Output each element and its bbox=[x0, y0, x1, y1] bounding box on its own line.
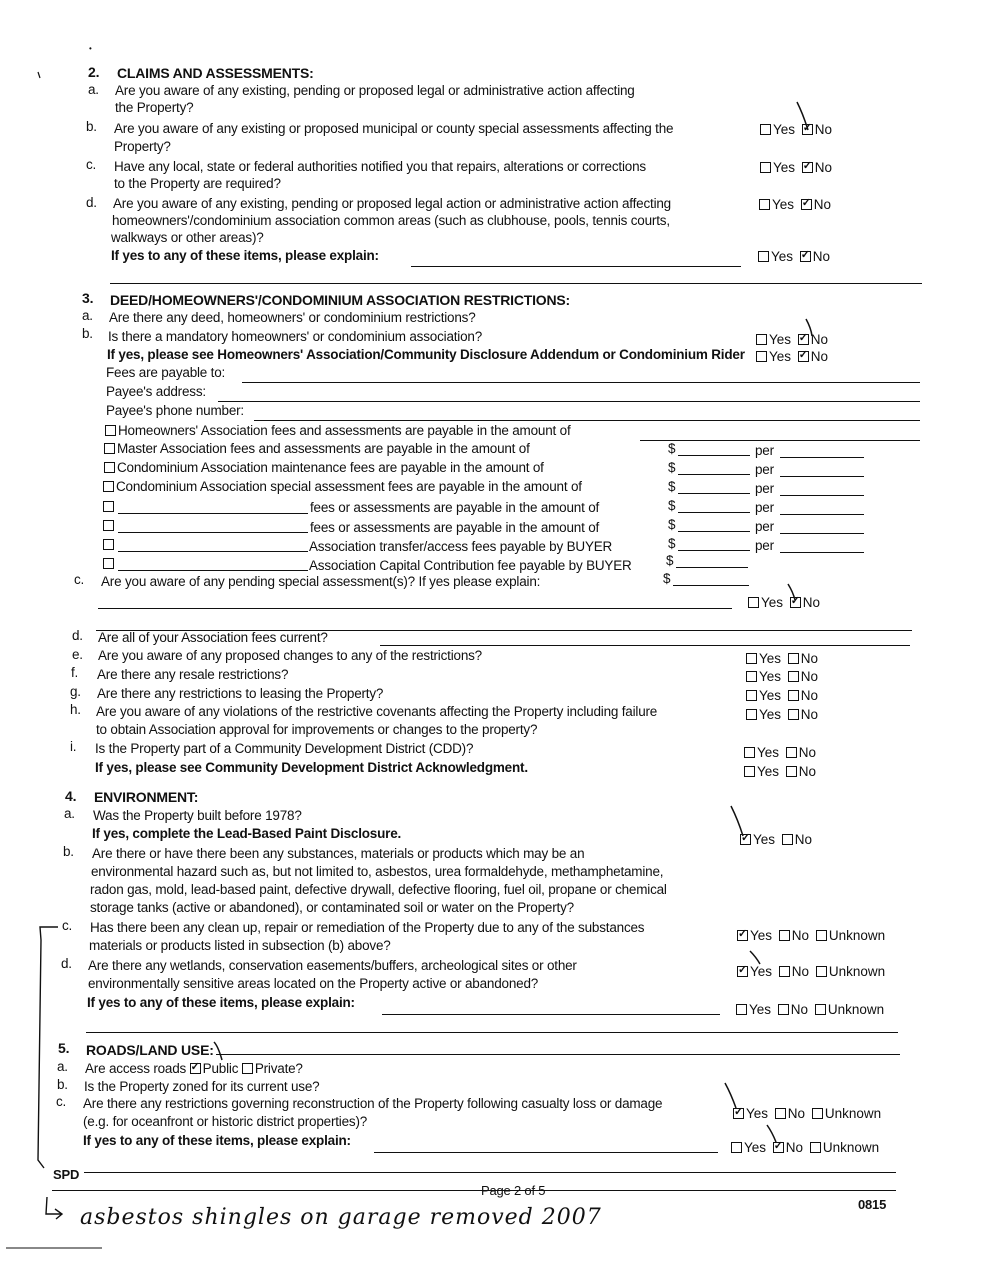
q3d-letter: d. bbox=[72, 628, 83, 643]
q2b-options: Yes ✓ No bbox=[760, 160, 832, 175]
q5c-text: Are there any restrictions governing reconstruction of the Property following casualty loss or damage bbox=[83, 1096, 663, 1111]
q3i-text: Is the Property part of a Community Development District (CDD)? bbox=[95, 741, 474, 756]
section-4-title: ENVIRONMENT: bbox=[94, 789, 199, 805]
section-5-title: ROADS/LAND USE: bbox=[86, 1042, 214, 1058]
q4c-letter: c. bbox=[62, 918, 73, 933]
fee4-per: per bbox=[755, 500, 774, 515]
q4b-text-cont1: environmental hazard such as, but not limited to, asbestos, urea formaldehyde, methamphetamine, bbox=[91, 864, 664, 879]
stray-dot: • bbox=[89, 44, 92, 53]
q2a-text-cont: the Property? bbox=[115, 100, 194, 115]
q2c-text: Have any local, state or federal authorities notified you that repairs, alterations or corrections bbox=[114, 159, 646, 174]
section-3-title: DEED/HOMEOWNERS'/CONDOMINIUM ASSOCIATION RESTRICTIONS: bbox=[110, 292, 570, 308]
fee6-per: per bbox=[755, 538, 774, 553]
q3g-letter: g. bbox=[70, 684, 81, 699]
q2b-text-cont: Property? bbox=[114, 139, 171, 154]
section-3-number: 3. bbox=[82, 290, 94, 306]
q3f-text: Are there any resale restrictions? bbox=[97, 667, 289, 682]
fee-row-condo-maint: Condominium Association maintenance fees are payable in the amount of bbox=[104, 460, 544, 475]
q5c-options: Yes ✓ No Unknown bbox=[731, 1140, 879, 1155]
q3f-letter: f. bbox=[71, 665, 79, 680]
q3b-note: If yes, please see Homeowners' Association/Community Disclosure Addendum or Condominium Rider bbox=[107, 347, 745, 362]
s4-explain-options: Yes No Unknown bbox=[736, 1002, 884, 1017]
section-4-number: 4. bbox=[65, 788, 77, 804]
q3d-options: Yes No bbox=[746, 651, 818, 666]
q3i-note: If yes, please see Community Development District Acknowledgment. bbox=[95, 760, 528, 775]
q2a-options: Yes ✓ No bbox=[760, 122, 832, 137]
check-flourish-2a bbox=[797, 102, 808, 130]
q4b-text-cont2: radon gas, mold, lead-based paint, defective drywall, defective flooring, fuel oil, propane or chemical bbox=[90, 882, 667, 897]
q5b-letter: b. bbox=[57, 1077, 68, 1092]
s2-explain-label: If yes to any of these items, please explain: bbox=[111, 248, 379, 263]
q3e-text: Are you aware of any proposed changes to any of the restrictions? bbox=[98, 648, 482, 663]
fee1-per: per bbox=[755, 443, 774, 458]
q3h-options: Yes No bbox=[744, 745, 816, 760]
q3a-text: Are there any deed, homeowners' or condominium restrictions? bbox=[109, 310, 476, 325]
q3c-options: Yes ✓ No bbox=[748, 595, 820, 610]
fee7-dollar: $ bbox=[666, 553, 674, 568]
s4-explain-label: If yes to any of these items, please explain: bbox=[87, 995, 355, 1010]
fee3-per: per bbox=[755, 481, 774, 496]
fee6-dollar: $ bbox=[668, 536, 676, 551]
q2c-options: Yes ✓ No bbox=[759, 197, 831, 212]
footer-page-number: Page 2 of 5 bbox=[481, 1183, 546, 1198]
q4d-text-cont: environmentally sensitive areas located on the Property active or abandoned? bbox=[88, 976, 539, 991]
q4c-options: ✓Yes No Unknown bbox=[737, 964, 885, 979]
check-flourish-4c bbox=[750, 951, 760, 964]
q2d-text: Are you aware of any existing, pending or proposed legal action or administrative action affecting bbox=[113, 196, 671, 211]
q3g-options: Yes No bbox=[746, 707, 818, 722]
q5a-text: Are access roads ✓ Public Private? bbox=[85, 1061, 303, 1076]
handwritten-note: asbestos shingles on garage removed 2007 bbox=[80, 1205, 602, 1230]
q5a-letter: a. bbox=[57, 1059, 68, 1074]
q4b-options: ✓Yes No Unknown bbox=[737, 928, 885, 943]
q3f-options: Yes No bbox=[746, 688, 818, 703]
fee2-per: per bbox=[755, 462, 774, 477]
fee-other1-text: fees or assessments are payable in the amount of bbox=[310, 500, 600, 515]
q3i-letter: i. bbox=[70, 739, 77, 754]
q3c-letter: c. bbox=[74, 572, 85, 587]
q2b-letter: b. bbox=[86, 119, 97, 134]
fees-payable-label: Fees are payable to: bbox=[106, 365, 226, 380]
q3e-options: Yes No bbox=[746, 669, 818, 684]
q3a-options: Yes ✓ No bbox=[756, 332, 828, 347]
q3g-text: Are there any restrictions to leasing the Property? bbox=[97, 686, 384, 701]
section-2-number: 2. bbox=[88, 64, 100, 80]
q2d-text-cont2: walkways or other areas)? bbox=[111, 230, 264, 245]
q5c-letter: c. bbox=[56, 1094, 67, 1109]
s5-explain-label: If yes to any of these items, please explain: bbox=[83, 1133, 351, 1148]
check-flourish-3a bbox=[806, 319, 812, 336]
q3d-text: Are all of your Association fees current? bbox=[98, 630, 328, 645]
q3b-text: Is there a mandatory homeowners' or condominium association? bbox=[108, 329, 483, 344]
section-2-title: CLAIMS AND ASSESSMENTS: bbox=[117, 65, 314, 81]
margin-bracket bbox=[38, 927, 58, 1168]
fee5-per: per bbox=[755, 519, 774, 534]
q4c-text-cont: materials or products listed in subsection (b) above? bbox=[89, 938, 391, 953]
fee4-dollar: $ bbox=[668, 498, 676, 513]
q2a-letter: a. bbox=[88, 82, 99, 97]
q4b-text-cont3: storage tanks (active or abandoned), or contaminated soil or water on the Property? bbox=[90, 900, 574, 915]
fee5-dollar: $ bbox=[668, 517, 676, 532]
section-5-number: 5. bbox=[58, 1040, 70, 1056]
fee8-dollar: $ bbox=[663, 571, 671, 586]
fee3-dollar: $ bbox=[668, 479, 676, 494]
q4c-text: Has there been any clean up, repair or remediation of the Property due to any of the substances bbox=[90, 920, 645, 935]
q4d-letter: d. bbox=[61, 956, 72, 971]
q4a-note: If yes, complete the Lead-Based Paint Disclosure. bbox=[92, 826, 402, 841]
q3h-text: Are you aware of any violations of the restrictive covenants affecting the Property including failure bbox=[96, 704, 658, 719]
q3e-letter: e. bbox=[72, 647, 83, 662]
payee-address-label: Payee's address: bbox=[106, 384, 206, 399]
stray-tick-mark bbox=[38, 72, 40, 78]
q4b-text: Are there or have there been any substances, materials or products which may be an bbox=[92, 846, 585, 861]
q2b-text: Are you aware of any existing or proposed municipal or county special assessments affecting the bbox=[114, 121, 674, 136]
check-flourish-4a bbox=[731, 806, 743, 836]
q3b-options: Yes ✓ No bbox=[756, 349, 828, 364]
footer-spd: SPD bbox=[53, 1167, 80, 1182]
q3h-text-cont: to obtain Association approval for improvements or changes to the property? bbox=[96, 722, 538, 737]
s2-explain-options: Yes ✓ No bbox=[758, 249, 830, 264]
q5b-options: ✓Yes No Unknown bbox=[733, 1106, 881, 1121]
fee-capital-text: Association Capital Contribution fee payable by BUYER bbox=[309, 558, 632, 573]
fee1-dollar: $ bbox=[668, 441, 676, 456]
q3a-letter: a. bbox=[82, 308, 93, 323]
q4d-text: Are there any wetlands, conservation easements/buffers, archeological sites or other bbox=[88, 958, 577, 973]
q5b-text: Is the Property zoned for its current use? bbox=[84, 1079, 320, 1094]
q2c-letter: c. bbox=[86, 157, 97, 172]
q4a-letter: a. bbox=[64, 806, 75, 821]
q3c-text: Are you aware of any pending special assessment(s)? If yes please explain: bbox=[101, 574, 541, 589]
q4a-options: ✓ Yes No bbox=[740, 832, 812, 847]
q2a-text: Are you aware of any existing, pending or proposed legal or administrative action affecting bbox=[115, 83, 635, 98]
q3h-letter: h. bbox=[70, 702, 81, 717]
fee-other2-text: fees or assessments are payable in the amount of bbox=[310, 520, 600, 535]
check-flourish-5c bbox=[767, 1125, 776, 1142]
fee-transfer-text: Association transfer/access fees payable by BUYER bbox=[309, 539, 613, 554]
q2d-text-cont1: homeowners'/condominium association common areas (such as clubhouse, pools, tennis courts, bbox=[112, 213, 670, 228]
q4b-letter: b. bbox=[63, 844, 74, 859]
q3b-letter: b. bbox=[82, 326, 93, 341]
q2d-letter: d. bbox=[86, 195, 97, 210]
fee2-dollar: $ bbox=[668, 460, 676, 475]
fee-row-condo-special: Condominium Association special assessment fees are payable in the amount of bbox=[103, 479, 582, 494]
fee-row-hoa: Homeowners' Association fees and assessments are payable in the amount of bbox=[105, 423, 571, 438]
check-flourish-3c bbox=[788, 584, 795, 600]
q4a-text: Was the Property built before 1978? bbox=[93, 808, 302, 823]
handwriting-arrow bbox=[46, 1197, 62, 1219]
fee-row-master: Master Association fees and assessments are payable in the amount of bbox=[104, 441, 530, 456]
q3i-options: Yes No bbox=[744, 764, 816, 779]
q5c-text-cont: (e.g. for oceanfront or historic district properties)? bbox=[83, 1114, 368, 1129]
payee-phone-label: Payee's phone number: bbox=[106, 403, 244, 418]
check-flourish-5a bbox=[214, 1042, 222, 1060]
q2c-text-cont: to the Property are required? bbox=[114, 176, 281, 191]
check-flourish-5b bbox=[725, 1083, 736, 1108]
footer-code: 0815 bbox=[858, 1197, 887, 1212]
